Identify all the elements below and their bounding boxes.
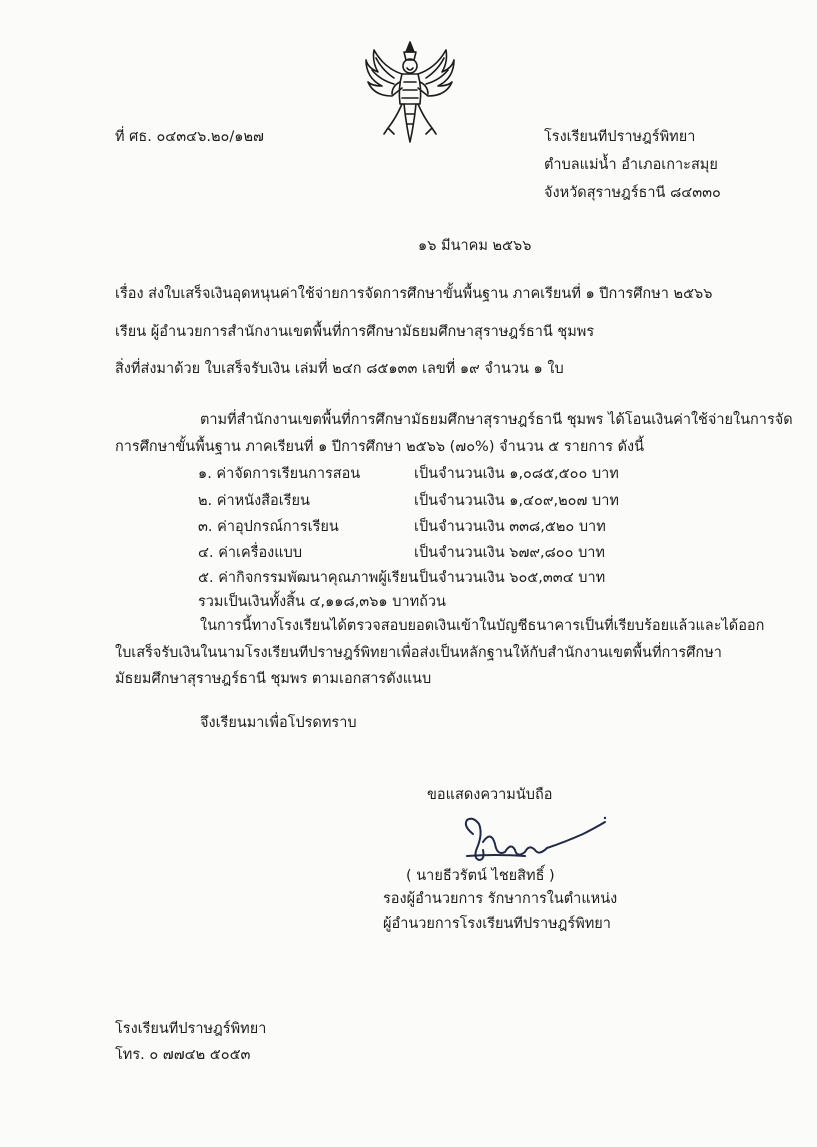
closing-salutation: ขอแสดงความนับถือ [427, 787, 553, 803]
expense-item-name: ๓. ค่าอุปกรณ์การเรียน [198, 519, 339, 535]
letter-date: ๑๖ มีนาคม ๒๕๖๖ [418, 238, 532, 254]
body-paragraph1-line2: การศึกษาขั้นพื้นฐาน ภาคเรียนที่ ๑ ปีการศึกษา ๒๕๖๖ (๗๐%) จำนวน ๕ รายการ ดังนี้ [115, 439, 645, 455]
school-address-line2: จังหวัดสุราษฎร์ธานี ๘๔๓๓๐ [544, 185, 721, 201]
expense-total: รวมเป็นเงินทั้งสิ้น ๔,๑๑๘,๓๖๑ บาทถ้วน [198, 594, 446, 610]
body-paragraph2-line2: ใบเสร็จรับเงินในนามโรงเรียนทีปราษฎร์พิทยาเพื่อส่งเป็นหลักฐานให้กับสำนักงานเขตพื้นที่การศึกษา [115, 645, 722, 661]
expense-item-amount: เป็นจำนวนเงิน ๖๗๙,๘๐๐ บาท [414, 545, 605, 561]
school-name: โรงเรียนทีปราษฎร์พิทยา [544, 129, 696, 145]
expense-item-name: ๕. ค่ากิจกรรมพัฒนาคุณภาพผู้เรียน [198, 570, 418, 586]
footer-phone: โทร. ๐ ๗๗๔๒ ๕๐๕๓ [115, 1047, 251, 1063]
body-paragraph2-line3: มัธยมศึกษาสุราษฎร์ธานี ชุมพร ตามเอกสารดังแนบ [115, 671, 432, 687]
letter-recipient: เรียน ผู้อำนวยการสำนักงานเขตพื้นที่การศึกษามัธยมศึกษาสุราษฎร์ธานี ชุมพร [115, 324, 595, 340]
body-paragraph1-line1: ตามที่สำนักงานเขตพื้นที่การศึกษามัธยมศึกษาสุราษฎร์ธานี ชุมพร ได้โอนเงินค่าใช้จ่ายในการจัด [200, 412, 793, 428]
expense-item-name: ๑. ค่าจัดการเรียนการสอน [198, 466, 361, 482]
expense-item-name: ๔. ค่าเครื่องแบบ [198, 545, 303, 561]
garuda-emblem-icon [362, 38, 458, 148]
expense-item-amount: เป็นจำนวนเงิน ๖๐๕,๓๓๔ บาท [414, 570, 606, 586]
expense-item-name: ๒. ค่าหนังสือเรียน [198, 493, 310, 509]
expense-item-amount: เป็นจำนวนเงิน ๑,๔๐๙,๒๐๗ บาท [414, 493, 619, 509]
closing-request: จึงเรียนมาเพื่อโปรดทราบ [200, 715, 357, 731]
signer-name: ( นายธีวรัตน์ ไชยสิทธิ์ ) [406, 868, 555, 884]
letter-enclosure: สิ่งที่ส่งมาด้วย ใบเสร็จรับเงิน เล่มที่ ๒๔ก ๘๕๑๓๓ เลขที่ ๑๙ จำนวน ๑ ใบ [115, 361, 564, 377]
reference-number: ที่ ศธ. ๐๔๓๔๖.๒๐/๑๒๗ [115, 129, 264, 145]
signer-position1: รองผู้อำนวยการ รักษาการในตำแหน่ง [383, 891, 618, 907]
signer-position2: ผู้อำนวยการโรงเรียนทีปราษฎร์พิทยา [383, 916, 611, 932]
expense-item-amount: เป็นจำนวนเงิน ๓๓๘,๕๒๐ บาท [414, 519, 606, 535]
letter-subject: เรื่อง ส่งใบเสร็จเงินอุดหนุนค่าใช้จ่ายการจัดการศึกษาขั้นพื้นฐาน ภาคเรียนที่ ๑ ปีการศึกษา ๒๕๖๖ [115, 286, 713, 302]
body-paragraph2-line1: ในการนี้ทางโรงเรียนได้ตรวจสอบยอดเงินเข้าในบัญชีธนาคารเป็นที่เรียบร้อยแล้วและได้ออก [200, 618, 765, 634]
expense-item-amount: เป็นจำนวนเงิน ๑,๐๘๕,๕๐๐ บาท [414, 466, 619, 482]
school-address-line1: ตำบลแม่น้ำ อำเภอเกาะสมุย [544, 157, 718, 173]
handwritten-signature-icon [455, 812, 615, 872]
footer-school: โรงเรียนทีปราษฎร์พิทยา [115, 1021, 267, 1037]
